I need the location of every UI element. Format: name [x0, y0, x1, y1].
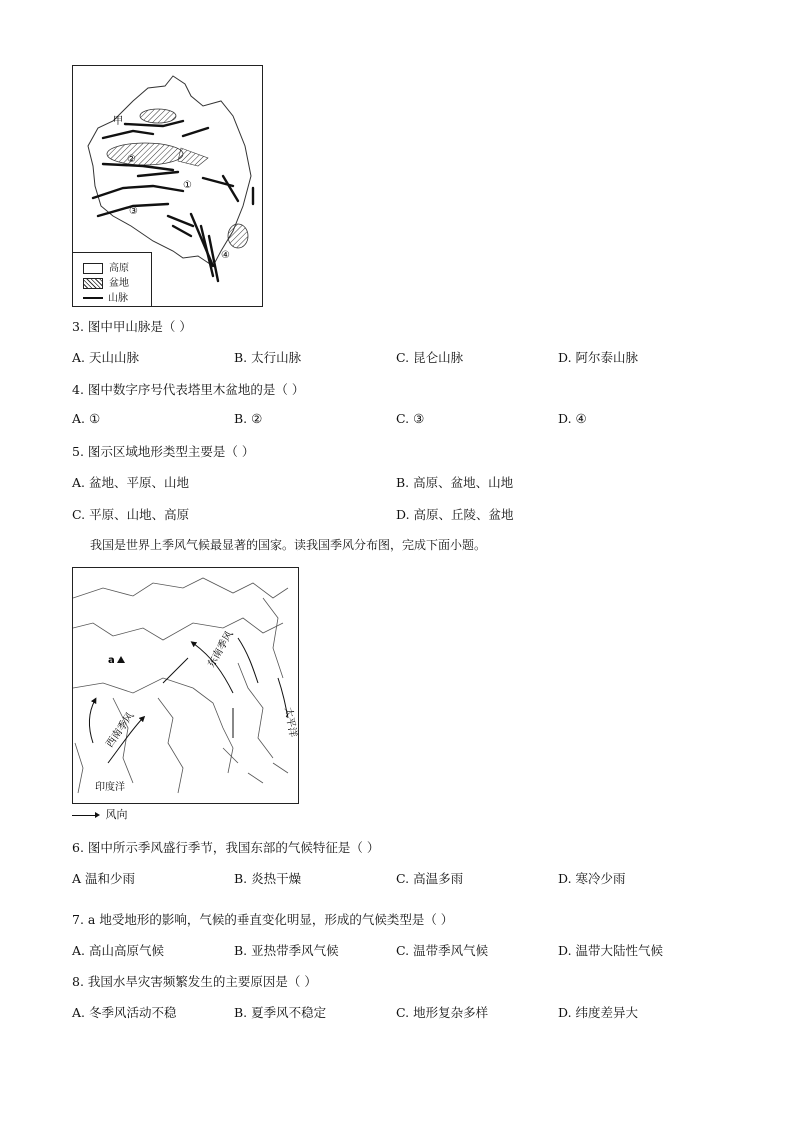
marker-4: ④ [221, 250, 230, 261]
question-3-stem: 3. 图中甲山脉是（ ） [72, 319, 192, 334]
legend-item-plateau: 高原 [83, 259, 129, 274]
basin-sichuan [228, 224, 248, 248]
q4-option-c[interactable]: C. ③ [396, 411, 425, 426]
q7-option-d[interactable]: D. 温带大陆性气候 [558, 943, 664, 958]
q8-option-c[interactable]: C. 地形复杂多样 [396, 1005, 489, 1020]
point-a-triangle-icon [117, 656, 125, 663]
question-6-stem: 6. 图中所示季风盛行季节，我国东部的气候特征是（ ） [72, 840, 380, 855]
legend-item-basin: 盆地 [83, 274, 129, 289]
question-8-stem: 8. 我国水旱灾害频繁发生的主要原因是（ ） [72, 974, 317, 989]
q5-option-d[interactable]: D. 高原、丘陵、盆地 [396, 507, 514, 522]
terrain-map [72, 65, 263, 307]
arrow-label-southwest: 西南季风 [104, 710, 137, 750]
arrow-label-southeast: 东南季风 [206, 629, 236, 670]
basin-hatch-swatch-icon [83, 278, 103, 289]
q8-option-b[interactable]: B. 夏季风不稳定 [234, 1005, 327, 1020]
monsoon-map [72, 567, 299, 804]
mountain-line-icon [83, 297, 103, 299]
q8-option-d[interactable]: D. 纬度差异大 [558, 1005, 639, 1020]
q6-option-c[interactable]: C. 高温多雨 [396, 871, 464, 886]
q5-option-a[interactable]: A. 盆地、平原、山地 [72, 475, 189, 490]
q7-option-b[interactable]: B. 亚热带季风气候 [234, 943, 339, 958]
arrow-label-pacific: 太平洋 [282, 706, 298, 739]
q3-option-a[interactable]: A. 天山山脉 [72, 350, 139, 365]
q5-option-b[interactable]: B. 高原、盆地、山地 [396, 475, 514, 490]
q4-option-a[interactable]: A. ① [72, 411, 101, 426]
plateau-swatch-icon [83, 263, 103, 274]
section-intro: 我国是世界上季风气候最显著的国家。读我国季风分布图，完成下面小题。 [90, 538, 487, 552]
q8-option-a[interactable]: A. 冬季风活动不稳 [72, 1005, 177, 1020]
q3-option-b[interactable]: B. 太行山脉 [234, 350, 302, 365]
q4-option-b[interactable]: B. ② [234, 411, 263, 426]
marker-1: ① [183, 180, 192, 191]
q7-option-a[interactable]: A. 高山高原气候 [72, 943, 164, 958]
label-jia: 甲 [113, 116, 123, 127]
question-7-stem: 7. a 地受地形的影响，气候的垂直变化明显，形成的气候类型是（ ） [72, 912, 454, 927]
arrow-right-icon [72, 815, 98, 816]
marker-3: ③ [129, 206, 138, 217]
q4-option-d[interactable]: D. ④ [558, 411, 587, 426]
q6-option-b[interactable]: B. 炎热干燥 [234, 871, 302, 886]
question-4-stem: 4. 图中数字序号代表塔里木盆地的是（ ） [72, 382, 305, 397]
basin-tarim [107, 143, 183, 165]
q3-option-c[interactable]: C. 昆仑山脉 [396, 350, 464, 365]
monsoon-map-drawing [73, 568, 298, 803]
q5-option-c[interactable]: C. 平原、山地、高原 [72, 507, 190, 522]
wind-legend: 风向 [72, 806, 128, 822]
basin-junggar [140, 109, 176, 123]
marker-2: ② [127, 154, 136, 165]
legend-item-mountain: 山脉 [83, 289, 128, 304]
q6-option-d[interactable]: D. 寒冷少雨 [558, 871, 626, 886]
question-5-stem: 5. 图示区域地形类型主要是（ ） [72, 444, 255, 459]
ocean-label: 印度洋 [95, 782, 125, 793]
point-a-label: a [108, 655, 115, 666]
q6-option-a[interactable]: A 温和少雨 [72, 871, 136, 886]
map-legend [73, 252, 152, 306]
q7-option-c[interactable]: C. 温带季风气候 [396, 943, 489, 958]
q3-option-d[interactable]: D. 阿尔泰山脉 [558, 350, 639, 365]
